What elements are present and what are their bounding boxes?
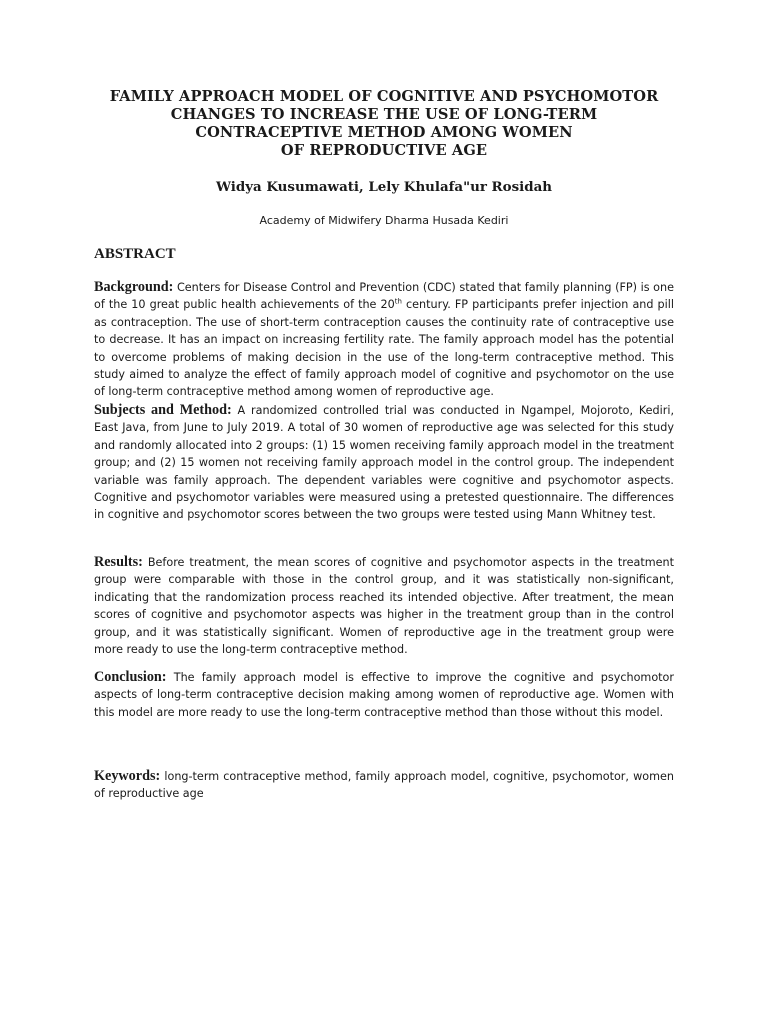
title-line: CONTRACEPTIVE METHOD AMONG WOMEN xyxy=(195,124,573,141)
background-text: Centers for Disease Control and Prevention (CDC) stated that family planning (FP) is one of the 10 great public health achievements of the 20 xyxy=(94,281,674,312)
results-text: Before treatment, the mean scores of cognitive and psychomotor aspects in the treatment group were comparable with those in the control group, and it was statistically non-significant, indicating that the randomization process reached its intended objective. After treatment, the mean scores of cognitive and psychomotor aspects was higher in the treatment group than in the control group, and it was statistically significant. Women of reproductive age in the treatment group were more ready to use the long-term contraceptive method. xyxy=(94,556,674,657)
keywords-paragraph xyxy=(94,768,674,803)
keywords-text: long-term contraceptive method, family approach model, cognitive, psychomotor, women of reproductive age xyxy=(94,770,674,801)
background-text-continued: century. FP participants prefer injection and pill as contraception. The use of short-term contraception causes the continuity rate of contraceptive use to decrease. It has an impact on increasing fertility rate. The family approach model has the potential to overcome problems of making decision in the use of the long-term contraceptive method. This study aimed to analyze the effect of family approach model of cognitive and psychomotor on the use of long-term contraceptive method among women of reproductive age. xyxy=(94,298,674,399)
author-list: Widya Kusumawati, Lely Khulafa"ur Rosidah xyxy=(215,179,553,195)
keywords-label: Keywords: xyxy=(94,768,161,784)
paper-title xyxy=(84,88,684,160)
conclusion-paragraph xyxy=(94,669,674,721)
results-label: Results: xyxy=(94,554,143,570)
author-affiliation: Academy of Midwifery Dharma Husada Kediri xyxy=(259,214,509,227)
title-line: FAMILY APPROACH MODEL OF COGNITIVE AND PSYCHOMOTOR xyxy=(109,88,659,105)
conclusion-label: Conclusion: xyxy=(94,669,167,685)
conclusion-text: The family approach model is effective to improve the cognitive and psychomotor aspects of long-term contraceptive decision making among women of reproductive age. Women with this model are more ready to use the long-term contraceptive method than those without this model. xyxy=(94,671,674,719)
ordinal-superscript: th xyxy=(394,297,402,306)
results-paragraph xyxy=(94,554,674,658)
background-label: Background: xyxy=(94,279,174,295)
title-line: OF REPRODUCTIVE AGE xyxy=(280,142,488,159)
subjects-method-label: Subjects and Method: xyxy=(94,402,232,418)
title-line: CHANGES TO INCREASE THE USE OF LONG-TERM xyxy=(170,106,598,123)
subjects-method-paragraph xyxy=(94,402,674,524)
background-paragraph xyxy=(94,279,674,401)
abstract-heading: ABSTRACT xyxy=(94,246,176,262)
subjects-method-text: A randomized controlled trial was conducted in Ngampel, Mojoroto, Kediri, East Java, from June to July 2019. A total of 30 women of reproductive age was selected for this study and randomly allocated into 2 groups: (1) 15 women receiving family approach model in the treatment group; and (2) 15 women not receiving family approach model in the control group. The independent variable was family approach. The dependent variables were cognitive and psychomotor aspects. Cognitive and psychomotor variables were measured using a pretested questionnaire. The differences in cognitive and psychomotor scores between the two groups were tested using Mann Whitney test. xyxy=(94,404,674,522)
